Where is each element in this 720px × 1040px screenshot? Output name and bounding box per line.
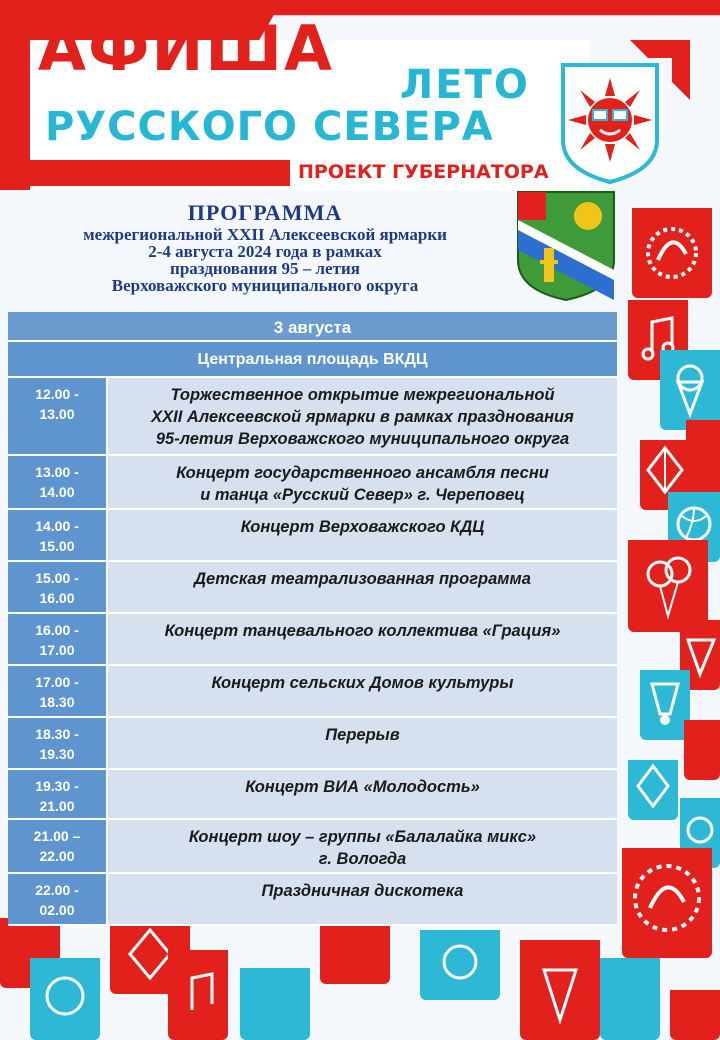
table-row bbox=[8, 666, 617, 718]
time-cell: 15.00 - 16.00 bbox=[8, 562, 108, 612]
time-cell: 12.00 - 13.00 bbox=[8, 378, 108, 454]
event-cell: Праздничная дискотека bbox=[108, 874, 617, 924]
program-title: ПРОГРАММА bbox=[187, 200, 343, 225]
coat-of-arms bbox=[516, 190, 616, 302]
time-cell: 19.30 - 21.00 bbox=[8, 770, 108, 818]
time-cell: 17.00 - 18.30 bbox=[8, 666, 108, 716]
leto-title: ЛЕТО bbox=[400, 62, 530, 108]
time-cell: 16.00 - 17.00 bbox=[8, 614, 108, 664]
smiley-face-icon bbox=[420, 930, 500, 1000]
program-line-3: празднования 95 – летия bbox=[170, 259, 360, 278]
sun-mascot-emblem bbox=[555, 60, 665, 185]
table-row bbox=[8, 562, 617, 614]
table-row bbox=[8, 874, 617, 926]
kite-icon bbox=[628, 760, 678, 820]
time-cell: 13.00 - 14.00 bbox=[8, 456, 108, 508]
bird-ornament-icon bbox=[622, 848, 712, 958]
red-tile bbox=[684, 720, 720, 780]
program-line-1: межрегиональной XXII Алексеевской ярмарки bbox=[83, 225, 447, 244]
music-note-icon bbox=[168, 950, 228, 1040]
program-heading bbox=[10, 200, 520, 294]
red-tile bbox=[320, 924, 390, 984]
day-header: 3 августа bbox=[8, 312, 617, 342]
table-row bbox=[8, 770, 617, 820]
bird-ornament-icon bbox=[632, 208, 712, 298]
russkogo-severa-title: РУССКОГО СЕВЕРА bbox=[45, 104, 494, 150]
event-cell: Торжественное открытие межрегиональной XXII Алексеевской ярмарки в рамках празднования 95-летия Верховажского муниципального округа bbox=[108, 378, 617, 454]
table-row bbox=[8, 614, 617, 666]
event-cell: Концерт танцевального коллектива «Грация» bbox=[108, 614, 617, 664]
red-tile bbox=[670, 990, 720, 1040]
table-row bbox=[8, 456, 617, 510]
event-cell: Детская театрализованная программа bbox=[108, 562, 617, 612]
event-cell: Концерт ВИА «Молодость» bbox=[108, 770, 617, 818]
table-row bbox=[8, 510, 617, 562]
time-cell: 22.00 - 02.00 bbox=[8, 874, 108, 924]
badminton-shuttle-icon bbox=[640, 670, 690, 740]
ice-cream-icon bbox=[660, 350, 720, 430]
table-row bbox=[8, 378, 617, 456]
smiley-face-icon bbox=[240, 968, 310, 1040]
time-cell: 14.00 - 15.00 bbox=[8, 510, 108, 560]
afisha-title: АФИША bbox=[38, 12, 334, 85]
schedule-table bbox=[8, 312, 617, 926]
venue-header: Центральная площадь ВКДЦ bbox=[8, 342, 617, 378]
red-tile bbox=[686, 420, 720, 500]
event-cell: Концерт государственного ансамбля песни и танца «Русский Север» г. Череповец bbox=[108, 456, 617, 508]
table-row bbox=[8, 718, 617, 770]
event-cell: Перерыв bbox=[108, 718, 617, 768]
event-cell: Концерт сельских Домов культуры bbox=[108, 666, 617, 716]
time-cell: 21.00 – 22.00 bbox=[8, 820, 108, 872]
volleyball-icon bbox=[30, 958, 100, 1040]
time-cell: 18.30 - 19.30 bbox=[8, 718, 108, 768]
program-line-4: Верховажского муниципального округа bbox=[111, 276, 419, 295]
event-cell: Концерт шоу – группы «Балалайка микс» г. Вологда bbox=[108, 820, 617, 872]
ice-cream-icon bbox=[520, 940, 600, 1040]
badminton-shuttle-icon bbox=[600, 958, 660, 1040]
proekt-gubernatora: ПРОЕКТ ГУБЕРНАТОРА bbox=[298, 161, 549, 183]
proekt-red-bar bbox=[0, 160, 290, 186]
program-line-2: 2-4 августа 2024 года в рамках bbox=[148, 242, 382, 261]
balloons-icon bbox=[628, 540, 708, 632]
table-row bbox=[8, 820, 617, 874]
event-cell: Концерт Верховажского КДЦ bbox=[108, 510, 617, 560]
